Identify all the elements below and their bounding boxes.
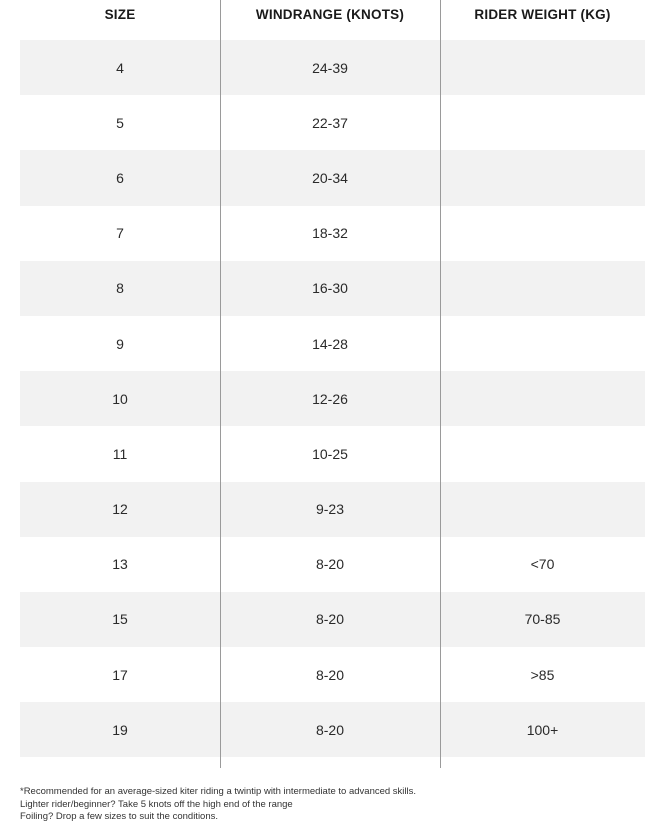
footnote-lighter-rider: Lighter rider/beginner? Take 5 knots off the high end of the range (20, 798, 293, 810)
size-cell: 17 (112, 666, 128, 683)
size-cell: 5 (116, 114, 124, 131)
footnote-foiling: Foiling? Drop a few sizes to suit the conditions. (20, 811, 219, 822)
weight-cell: 100+ (526, 721, 559, 738)
header-size: SIZE (104, 7, 136, 22)
size-cell: 7 (116, 225, 124, 242)
windrange-cell: 24-39 (312, 59, 348, 76)
windrange-cell: 14-28 (312, 335, 348, 352)
size-cell: 12 (112, 501, 128, 518)
header-windrange: WINDRANGE (KNOTS) (255, 7, 405, 22)
size-cell: 15 (112, 611, 128, 628)
table-row (20, 371, 645, 426)
windrange-cell: 8-20 (315, 556, 345, 573)
windrange-cell: 20-34 (312, 169, 348, 186)
footnotes (20, 786, 416, 824)
table-row (20, 537, 645, 592)
size-cell: 10 (112, 390, 128, 407)
windrange-cell: 12-26 (312, 390, 348, 407)
windrange-cell: 9-23 (315, 501, 345, 518)
table-row (20, 40, 645, 95)
table-row (20, 261, 645, 316)
size-cell: 6 (116, 169, 124, 186)
footnote-recommendation: *Recommended for an average-sized kiter riding a twintip with intermediate to advanced skills. (20, 786, 417, 797)
size-cell: 8 (116, 280, 124, 297)
size-cell: 11 (112, 445, 128, 462)
size-cell: 9 (116, 335, 124, 352)
windrange-cell: 16-30 (312, 280, 348, 297)
table-row (20, 95, 645, 150)
table-row (20, 316, 645, 371)
table-row (20, 702, 645, 757)
windrange-cell: 10-25 (312, 445, 348, 462)
weight-cell: 70-85 (524, 611, 561, 628)
table-row (20, 592, 645, 647)
table-row (20, 482, 645, 537)
windrange-cell: 18-32 (312, 225, 348, 242)
weight-cell: <70 (530, 556, 555, 573)
windrange-cell: 8-20 (315, 611, 345, 628)
windrange-cell: 8-20 (315, 666, 345, 683)
table-row (20, 426, 645, 481)
column-divider (220, 0, 221, 768)
weight-cell: >85 (530, 666, 555, 683)
table-row (20, 206, 645, 261)
table-header (20, 0, 645, 40)
size-cell: 19 (112, 721, 128, 738)
size-cell: 4 (116, 59, 124, 76)
size-chart-table (20, 0, 645, 757)
table-row (20, 647, 645, 702)
size-cell: 13 (112, 556, 128, 573)
table-row (20, 150, 645, 205)
windrange-cell: 22-37 (312, 114, 348, 131)
header-rider-weight: RIDER WEIGHT (KG) (474, 7, 611, 22)
windrange-cell: 8-20 (315, 721, 345, 738)
column-divider (440, 0, 441, 768)
